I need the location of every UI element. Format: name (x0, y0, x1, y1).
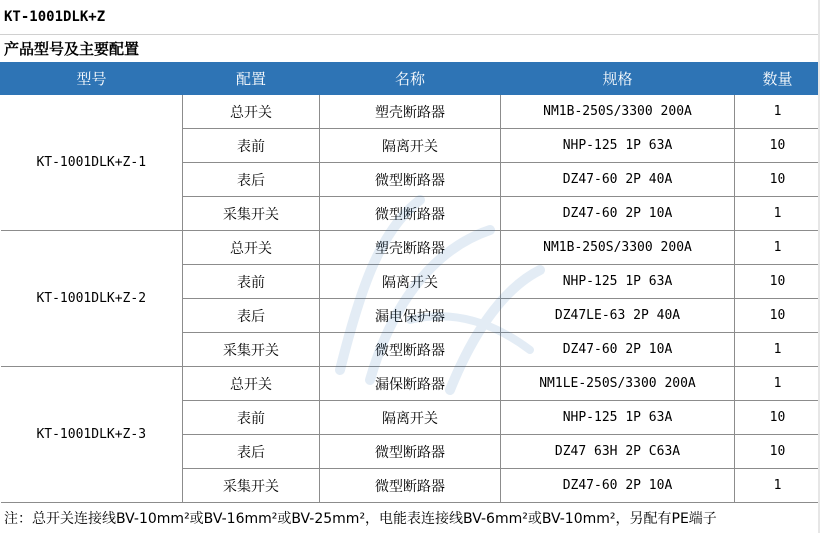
config-cell: 表后 (183, 299, 320, 333)
spec-cell: NM1B-250S/3300 200A (501, 231, 735, 265)
name-cell: 隔离开关 (320, 265, 501, 299)
table-row (1, 95, 820, 129)
table-header-row (1, 63, 820, 95)
spec-cell: NM1LE-250S/3300 200A (501, 367, 735, 401)
name-cell: 微型断路器 (320, 435, 501, 469)
spec-cell: NHP-125 1P 63A (501, 129, 735, 163)
config-table (0, 62, 820, 503)
table-row (1, 367, 820, 401)
qty-cell: 1 (735, 231, 820, 265)
qty-cell: 1 (735, 469, 820, 503)
config-cell: 表后 (183, 435, 320, 469)
qty-cell: 1 (735, 197, 820, 231)
qty-cell: 1 (735, 95, 820, 129)
name-cell: 漏电保护器 (320, 299, 501, 333)
spec-cell: DZ47-60 2P 10A (501, 197, 735, 231)
spec-cell: DZ47-60 2P 10A (501, 333, 735, 367)
spec-cell: DZ47-60 2P 40A (501, 163, 735, 197)
header-spec: 规格 (501, 63, 735, 95)
spec-cell: NHP-125 1P 63A (501, 401, 735, 435)
qty-cell: 10 (735, 163, 820, 197)
sheet-title: KT-1001DLK+Z (0, 0, 820, 35)
config-cell: 总开关 (183, 95, 320, 129)
config-cell: 总开关 (183, 231, 320, 265)
sheet-subtitle: 产品型号及主要配置 (4, 40, 140, 58)
config-cell: 表后 (183, 163, 320, 197)
name-cell: 微型断路器 (320, 333, 501, 367)
name-cell: 漏保断路器 (320, 367, 501, 401)
config-cell: 采集开关 (183, 469, 320, 503)
name-cell: 微型断路器 (320, 163, 501, 197)
header-name: 名称 (320, 63, 501, 95)
spec-cell: DZ47 63H 2P C63A (501, 435, 735, 469)
qty-cell: 10 (735, 299, 820, 333)
model-cell: KT-1001DLK+Z-1 (1, 95, 183, 231)
qty-cell: 1 (735, 367, 820, 401)
config-cell: 表前 (183, 129, 320, 163)
name-cell: 微型断路器 (320, 197, 501, 231)
model-cell: KT-1001DLK+Z-3 (1, 367, 183, 503)
model-cell: KT-1001DLK+Z-2 (1, 231, 183, 367)
spec-cell: DZ47LE-63 2P 40A (501, 299, 735, 333)
spec-cell: NM1B-250S/3300 200A (501, 95, 735, 129)
name-cell: 塑壳断路器 (320, 95, 501, 129)
qty-cell: 10 (735, 129, 820, 163)
qty-cell: 10 (735, 401, 820, 435)
header-config: 配置 (183, 63, 320, 95)
name-cell: 隔离开关 (320, 129, 501, 163)
qty-cell: 1 (735, 333, 820, 367)
config-cell: 总开关 (183, 367, 320, 401)
header-qty: 数量 (735, 63, 820, 95)
qty-cell: 10 (735, 435, 820, 469)
name-cell: 隔离开关 (320, 401, 501, 435)
config-cell: 表前 (183, 401, 320, 435)
name-cell: 微型断路器 (320, 469, 501, 503)
name-cell: 塑壳断路器 (320, 231, 501, 265)
config-cell: 采集开关 (183, 197, 320, 231)
table-row (1, 231, 820, 265)
qty-cell: 10 (735, 265, 820, 299)
config-cell: 表前 (183, 265, 320, 299)
spec-cell: DZ47-60 2P 10A (501, 469, 735, 503)
config-cell: 采集开关 (183, 333, 320, 367)
footnote: 注：总开关连接线BV-10mm²或BV-16mm²或BV-25mm²，电能表连接线BV-6mm²或BV-10mm²，另配有PE端子 (4, 511, 717, 527)
header-model: 型号 (1, 63, 183, 95)
spec-cell: NHP-125 1P 63A (501, 265, 735, 299)
